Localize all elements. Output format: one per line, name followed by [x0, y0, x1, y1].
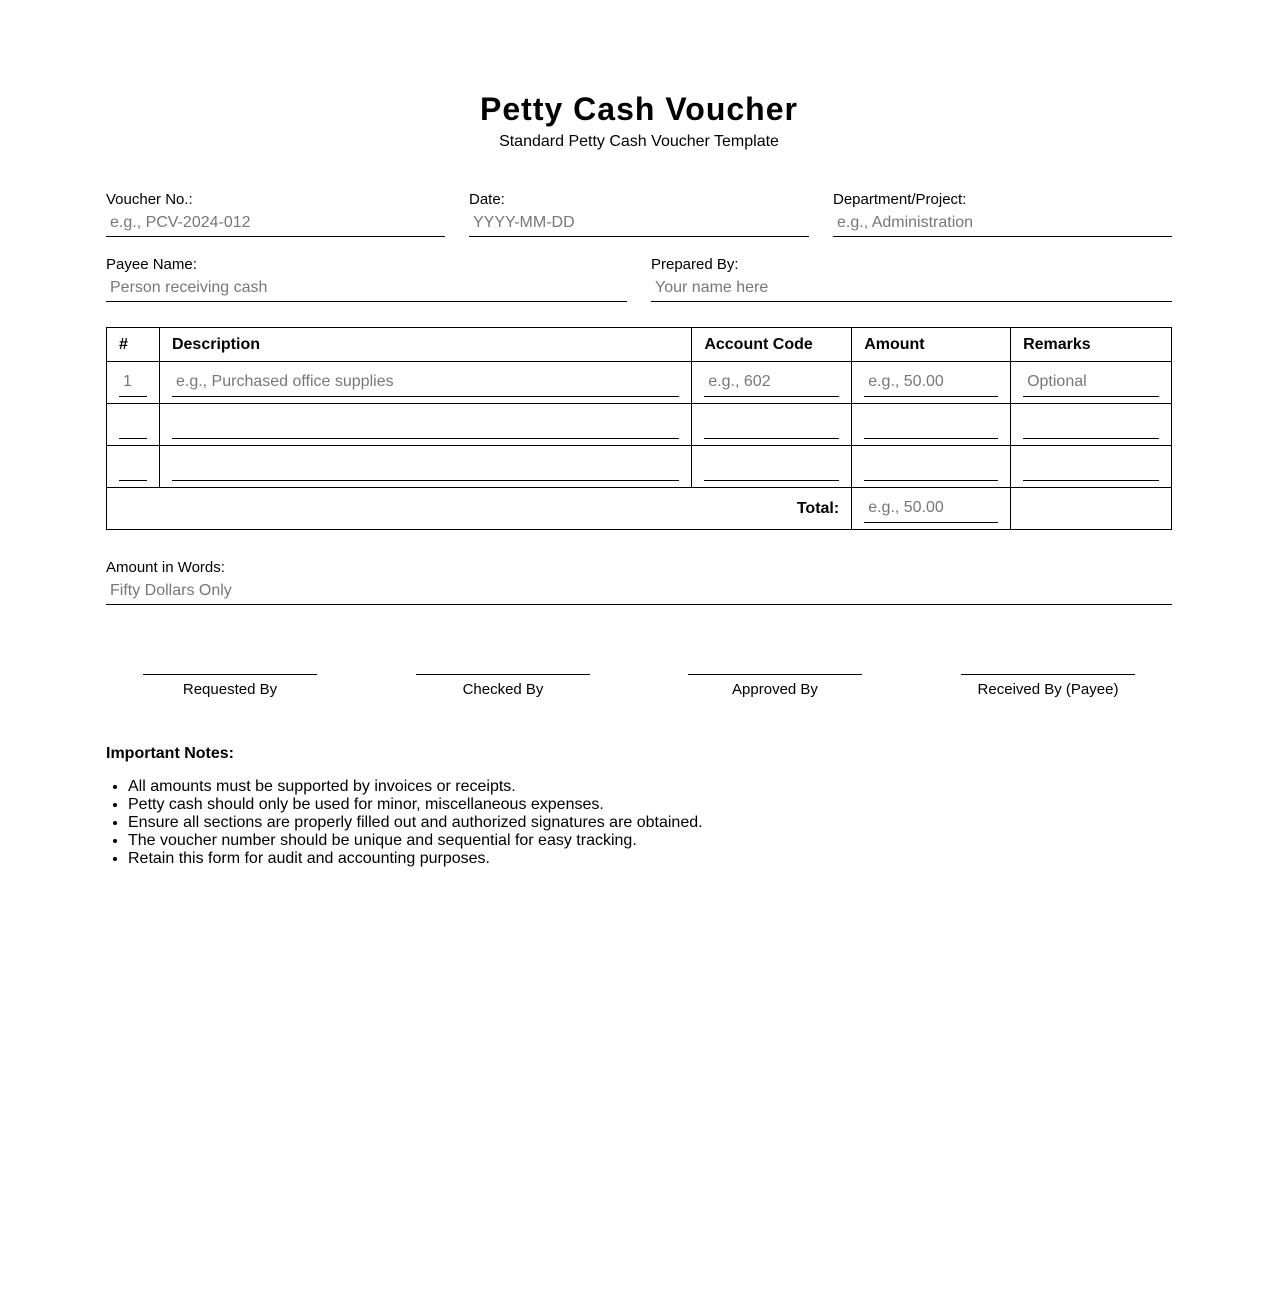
row-cell — [107, 362, 160, 404]
table-header-row — [107, 328, 1172, 362]
row-description-input[interactable] — [172, 453, 679, 481]
row-remarks-input[interactable] — [1023, 411, 1159, 439]
list-item: • Ensure all sections are properly filled out and authorized signatures are obtained. — [128, 814, 703, 832]
row-cell — [159, 362, 691, 404]
signature-received-by — [961, 674, 1135, 699]
voucher-no-group — [106, 191, 445, 237]
row-cell — [692, 446, 852, 488]
col-header-number: # — [107, 328, 160, 362]
row-description-input[interactable] — [172, 369, 679, 397]
row-number-input[interactable] — [119, 453, 147, 481]
row-account-code-input[interactable] — [704, 453, 839, 481]
page-title: Petty Cash Voucher — [480, 91, 798, 127]
notes-heading: Important Notes: — [106, 745, 234, 762]
payee-name-label: Payee Name: — [106, 256, 197, 273]
signature-caption: Checked By — [462, 681, 544, 698]
signature-line — [688, 674, 862, 675]
date-group — [469, 191, 809, 237]
table-row — [107, 362, 1172, 404]
row-cell — [692, 404, 852, 446]
row-amount-input[interactable] — [864, 369, 998, 397]
col-header-description: Description — [159, 328, 691, 362]
table-row — [107, 446, 1172, 488]
row-cell — [852, 446, 1011, 488]
col-header-amount: Amount — [852, 328, 1011, 362]
list-item: • Petty cash should only be used for minor, miscellaneous expenses. — [128, 796, 703, 814]
signature-approved-by — [688, 674, 862, 699]
row-amount-input[interactable] — [864, 411, 998, 439]
signature-line — [416, 674, 590, 675]
row-remarks-input[interactable] — [1023, 453, 1159, 481]
total-row — [107, 488, 1172, 530]
row-cell — [107, 446, 160, 488]
voucher-no-input[interactable] — [106, 209, 445, 237]
list-item: • The voucher number should be unique and sequential for easy tracking. — [128, 832, 703, 850]
table-row — [107, 404, 1172, 446]
row-description-input[interactable] — [172, 411, 679, 439]
list-item: • All amounts must be supported by invoices or receipts. — [128, 778, 703, 796]
col-header-remarks: Remarks — [1011, 328, 1172, 362]
row-account-code-input[interactable] — [704, 411, 839, 439]
row-cell — [692, 362, 852, 404]
row-number-input[interactable] — [119, 369, 147, 397]
signature-requested-by — [143, 674, 317, 699]
department-group — [833, 191, 1172, 237]
row-account-code-input[interactable] — [704, 369, 839, 397]
row-cell — [107, 404, 160, 446]
row-amount-input[interactable] — [864, 453, 998, 481]
department-label: Department/Project: — [833, 191, 967, 208]
signature-caption: Requested By — [182, 681, 278, 698]
items-table — [106, 327, 1172, 530]
notes-list — [128, 778, 703, 868]
row-number-input[interactable] — [119, 411, 147, 439]
date-input[interactable] — [469, 209, 809, 237]
amount-in-words-label: Amount in Words: — [106, 559, 225, 576]
list-item: • Retain this form for audit and accounting purposes. — [128, 850, 703, 868]
voucher-no-label: Voucher No.: — [106, 191, 193, 208]
signature-caption: Approved By — [732, 681, 818, 698]
amount-in-words-input[interactable] — [106, 577, 1172, 605]
prepared-by-group — [651, 256, 1172, 302]
total-empty-cell — [1011, 488, 1172, 530]
payee-name-input[interactable] — [106, 274, 627, 302]
amount-in-words-group — [106, 559, 1172, 605]
signature-line — [143, 674, 317, 675]
row-cell — [1011, 362, 1172, 404]
total-label: Total: — [107, 488, 852, 530]
prepared-by-label: Prepared By: — [651, 256, 739, 273]
row-cell — [1011, 404, 1172, 446]
row-cell — [159, 404, 691, 446]
row-cell — [1011, 446, 1172, 488]
signature-line — [961, 674, 1135, 675]
signature-caption: Received By (Payee) — [977, 681, 1119, 698]
page-subtitle: Standard Petty Cash Voucher Template — [499, 133, 779, 150]
total-amount-input[interactable] — [864, 495, 998, 523]
prepared-by-input[interactable] — [651, 274, 1172, 302]
department-input[interactable] — [833, 209, 1172, 237]
total-cell — [852, 488, 1011, 530]
payee-name-group — [106, 256, 627, 302]
col-header-account-code: Account Code — [692, 328, 852, 362]
row-cell — [852, 404, 1011, 446]
signature-checked-by — [416, 674, 590, 699]
row-cell — [159, 446, 691, 488]
row-cell — [852, 362, 1011, 404]
date-label: Date: — [469, 191, 505, 208]
row-remarks-input[interactable] — [1023, 369, 1159, 397]
